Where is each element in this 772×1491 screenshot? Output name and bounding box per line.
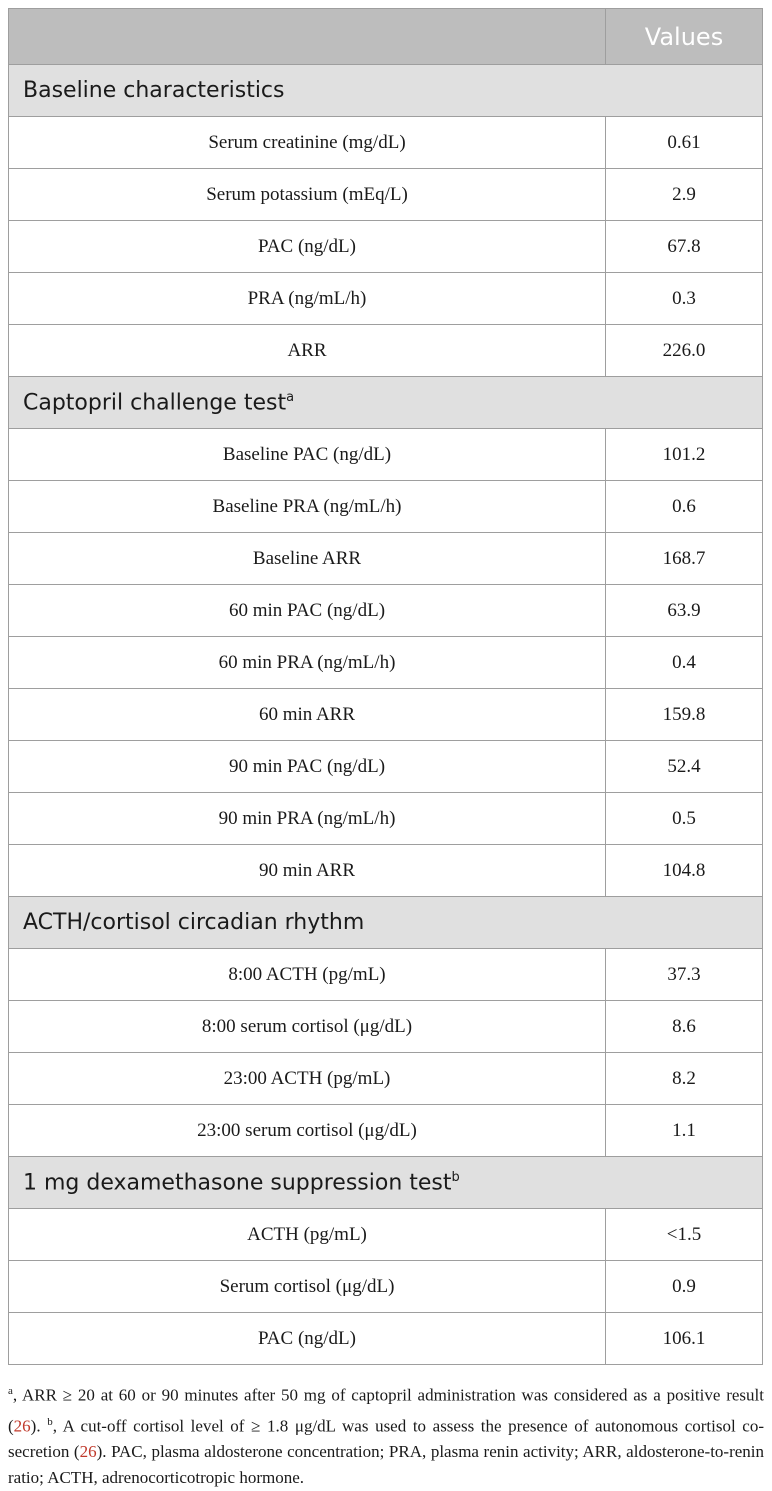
row-label: 90 min PRA (ng/mL/h) <box>9 793 606 845</box>
row-value: 104.8 <box>606 845 763 897</box>
footnote-close-b: ). <box>96 1442 112 1462</box>
row-value: 226.0 <box>606 325 763 377</box>
row-value: 52.4 <box>606 741 763 793</box>
table-row <box>9 1313 763 1365</box>
table-footnote <box>8 1378 764 1491</box>
row-label: ACTH (pg/mL) <box>9 1209 606 1261</box>
table-row <box>9 949 763 1001</box>
row-value: 106.1 <box>606 1313 763 1365</box>
row-label: 60 min ARR <box>9 689 606 741</box>
row-label: Baseline ARR <box>9 533 606 585</box>
section-title: Captopril challenge test <box>23 390 287 416</box>
section-title-cell <box>9 1157 763 1209</box>
row-label: 8:00 serum cortisol (μg/dL) <box>9 1001 606 1053</box>
table-row <box>9 1209 763 1261</box>
section-title-cell <box>9 65 763 117</box>
row-value: 8.2 <box>606 1053 763 1105</box>
footnote-mark-b: b <box>47 1415 53 1428</box>
row-value: 1.1 <box>606 1105 763 1157</box>
table-header-row <box>9 9 763 65</box>
table-row <box>9 169 763 221</box>
row-label: 23:00 serum cortisol (μg/dL) <box>9 1105 606 1157</box>
row-label: PRA (ng/mL/h) <box>9 273 606 325</box>
row-value: 0.61 <box>606 117 763 169</box>
data-table-container <box>8 8 762 1365</box>
row-label: PAC (ng/dL) <box>9 1313 606 1365</box>
table-row <box>9 429 763 481</box>
row-label: Baseline PAC (ng/dL) <box>9 429 606 481</box>
table-row <box>9 689 763 741</box>
row-label: 60 min PRA (ng/mL/h) <box>9 637 606 689</box>
section-row <box>9 377 763 429</box>
header-values-cell: Values <box>606 9 763 65</box>
section-row <box>9 1157 763 1209</box>
table-body <box>9 65 763 1365</box>
footnote-mark-a: a <box>8 1385 13 1397</box>
section-title: 1 mg dexamethasone suppression test <box>23 1170 452 1196</box>
table-row <box>9 637 763 689</box>
row-label: 23:00 ACTH (pg/mL) <box>9 1053 606 1105</box>
header-label-cell <box>9 9 606 65</box>
row-value: 0.3 <box>606 273 763 325</box>
row-value: 0.6 <box>606 481 763 533</box>
table-row <box>9 741 763 793</box>
section-title-cell <box>9 897 763 949</box>
row-value: 0.5 <box>606 793 763 845</box>
row-value: 0.9 <box>606 1261 763 1313</box>
table-row <box>9 325 763 377</box>
table-row <box>9 117 763 169</box>
table-row <box>9 533 763 585</box>
row-value: 63.9 <box>606 585 763 637</box>
row-label: Baseline PRA (ng/mL/h) <box>9 481 606 533</box>
row-label: Serum potassium (mEq/L) <box>9 169 606 221</box>
table-row <box>9 481 763 533</box>
row-label: PAC (ng/dL) <box>9 221 606 273</box>
table-row <box>9 273 763 325</box>
lab-values-table <box>8 8 763 1365</box>
row-value: 0.4 <box>606 637 763 689</box>
row-value: <1.5 <box>606 1209 763 1261</box>
row-label: 60 min PAC (ng/dL) <box>9 585 606 637</box>
section-title: Baseline characteristics <box>23 78 285 103</box>
table-row <box>9 221 763 273</box>
section-footnote-mark: b <box>451 1169 460 1185</box>
table-row <box>9 1105 763 1157</box>
footnote-close-a: ). <box>30 1416 48 1436</box>
row-value: 101.2 <box>606 429 763 481</box>
section-row <box>9 897 763 949</box>
footnote-abbreviations: PAC, plasma aldosterone concentration; PRA, plasma renin activity; ARR, aldosterone-to-renin ratio; ACTH, adrenocorticotropic hormone. <box>8 1442 765 1488</box>
row-value: 67.8 <box>606 221 763 273</box>
footnote-ref-b[interactable]: 26 <box>79 1442 97 1462</box>
table-row <box>9 845 763 897</box>
row-label: Serum cortisol (μg/dL) <box>9 1261 606 1313</box>
section-footnote-mark: a <box>286 389 295 405</box>
footnote-ref-a[interactable]: 26 <box>13 1416 31 1436</box>
row-value: 159.8 <box>606 689 763 741</box>
row-value: 2.9 <box>606 169 763 221</box>
footnote-text-b: , A cut-off cortisol level of ≥ 1.8 μg/dL was used to assess the presence of autonomous cortisol co-secretion ( <box>8 1416 764 1462</box>
row-value: 37.3 <box>606 949 763 1001</box>
table-row <box>9 1053 763 1105</box>
table-row <box>9 1261 763 1313</box>
row-value: 8.6 <box>606 1001 763 1053</box>
table-row <box>9 585 763 637</box>
row-label: Serum creatinine (mg/dL) <box>9 117 606 169</box>
row-label: 90 min ARR <box>9 845 606 897</box>
row-label: 8:00 ACTH (pg/mL) <box>9 949 606 1001</box>
row-label: ARR <box>9 325 606 377</box>
table-row <box>9 793 763 845</box>
section-title: ACTH/cortisol circadian rhythm <box>23 910 365 935</box>
section-title-cell <box>9 377 763 429</box>
table-row <box>9 1001 763 1053</box>
section-row <box>9 65 763 117</box>
row-value: 168.7 <box>606 533 763 585</box>
footnote-text-a: , ARR ≥ 20 at 60 or 90 minutes after 50 mg of captopril administration was considered as a positive result ( <box>8 1385 764 1436</box>
row-label: 90 min PAC (ng/dL) <box>9 741 606 793</box>
